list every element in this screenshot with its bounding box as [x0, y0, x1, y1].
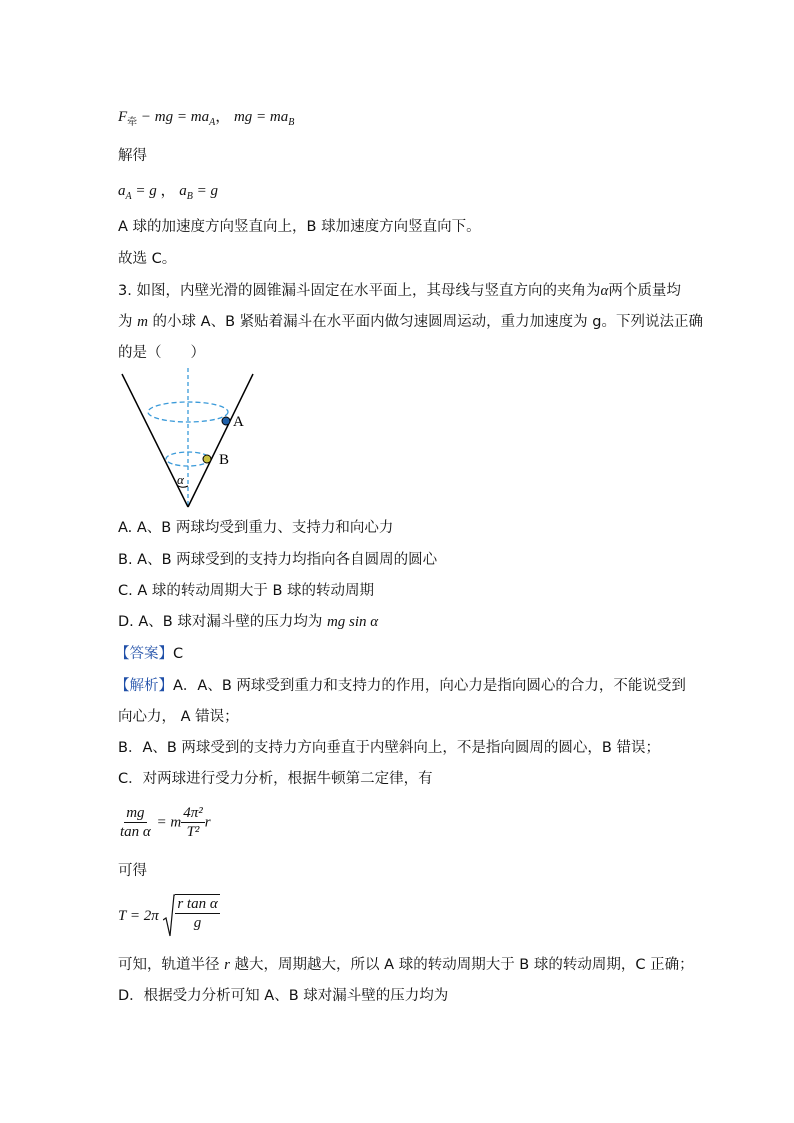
eq1-separator: ，	[215, 109, 234, 125]
option-c: C. A 球的转动周期大于 B 球的转动周期	[118, 583, 375, 599]
eq1-subscript-a: A	[209, 117, 216, 128]
option-a: A. A、B 两球均受到重力、支持力和向心力	[118, 520, 394, 536]
eq1-part2: mg = ma	[233, 109, 289, 125]
analysis-line-c: C．对两球进行受力分析，根据牛顿第二定律，有	[118, 771, 433, 787]
question-3-line-3: 的是（ ）	[118, 345, 205, 361]
fraction-4pi2-t2	[181, 804, 205, 841]
text-kede: 可得	[118, 863, 147, 879]
conclusion-r: r	[224, 957, 230, 973]
analysis-line-b: B．A、B 两球受到的支持力方向垂直于内壁斜向上，不是指向圆周的圆心，B 错误；	[118, 740, 660, 756]
analysis-line-a1	[115, 676, 686, 696]
eq2-b: a	[179, 183, 187, 199]
answer-line	[115, 644, 183, 664]
q3-line2a: 为	[118, 314, 138, 330]
eq1-subscript-b: B	[288, 117, 295, 128]
sqrt-sign	[163, 894, 175, 938]
q3-alpha: α	[600, 283, 609, 299]
eq2-separator: ，	[156, 183, 180, 199]
analysis-a1: A．A、B 两球受到重力和支持力的作用，向心力是指向圆心的合力，不能说受到	[173, 678, 686, 694]
eq2-a-sub: A	[125, 191, 132, 202]
eq2-a: a	[118, 183, 126, 199]
option-d-math: mg sin α	[326, 614, 379, 630]
q3-line2b: 的小球 A、B 紧贴着漏斗在水平面内做匀速圆周运动，重力加速度为 g。下列说法正确	[147, 314, 703, 330]
equation-accelerations	[118, 181, 218, 207]
eq2-g1: = g	[131, 183, 157, 199]
label-a: A	[233, 414, 244, 430]
equation-force-balance	[118, 107, 294, 133]
paragraph-d: D．根据受力分析可知 A、B 球对漏斗壁的压力均为	[118, 988, 449, 1004]
eq4-lhs: T = 2π	[118, 908, 159, 924]
eq3-equals: = m	[152, 814, 182, 831]
label-b: B	[219, 452, 230, 468]
force-subscript: 牵	[127, 117, 138, 128]
analysis-tag: 【解析】	[115, 678, 173, 694]
equation-period	[118, 894, 220, 938]
eq3-r: r	[204, 814, 211, 831]
eq4-num: r tan α	[177, 896, 218, 912]
question-3-line-1	[118, 281, 681, 301]
eq3-num: mg	[126, 805, 145, 821]
label-alpha: α	[177, 472, 184, 487]
conclusion-pre: 可知，轨道半径	[118, 957, 225, 973]
answer-value: C	[173, 646, 184, 662]
ball-a	[222, 417, 230, 425]
eq3-den2: T²	[186, 824, 200, 840]
sqrt-fraction	[175, 894, 219, 938]
text-jiede: 解得	[118, 148, 147, 164]
ball-b	[203, 455, 211, 463]
question-3-line-2	[118, 312, 703, 332]
cone-right-wall	[188, 374, 253, 507]
eq1-part1: − mg = ma	[137, 109, 210, 125]
paragraph-choose: 故选 C。	[118, 251, 177, 267]
option-d	[118, 612, 378, 632]
q3-line1a: 3. 如图，内壁光滑的圆锥漏斗固定在水平面上，其母线与竖直方向的夹角为	[118, 283, 601, 299]
analysis-line-a2: 向心力， A 错误；	[118, 709, 239, 725]
option-b: B. A、B 两球受到的支持力均指向各自圆周的圆心	[118, 552, 438, 568]
answer-tag: 【答案】	[115, 646, 173, 662]
paragraph-direction: A 球的加速度方向竖直向上，B 球加速度方向竖直向下。	[118, 219, 481, 235]
eq4-den: g	[193, 915, 202, 931]
force-symbol: F	[118, 109, 128, 125]
eq2-g2: = g	[192, 183, 218, 199]
eq3-num2: 4π²	[183, 805, 203, 821]
conclusion-post: 越大，周期越大，所以 A 球的转动周期大于 B 球的转动周期，C 正确；	[229, 957, 694, 973]
eq3-den: tan α	[120, 824, 151, 840]
sqrt-expression	[163, 894, 219, 938]
option-d-text: D. A、B 球对漏斗壁的压力均为	[118, 614, 327, 630]
q3-m: m	[137, 314, 148, 330]
cone-left-wall	[122, 374, 188, 507]
equation-newton-second-law	[118, 804, 211, 841]
paragraph-conclusion	[118, 955, 694, 975]
eq2-b-sub: B	[186, 191, 193, 202]
q3-line1b: 两个质量均	[608, 283, 681, 299]
cone-funnel-diagram	[114, 368, 264, 513]
fraction-mg-tan	[118, 804, 153, 841]
